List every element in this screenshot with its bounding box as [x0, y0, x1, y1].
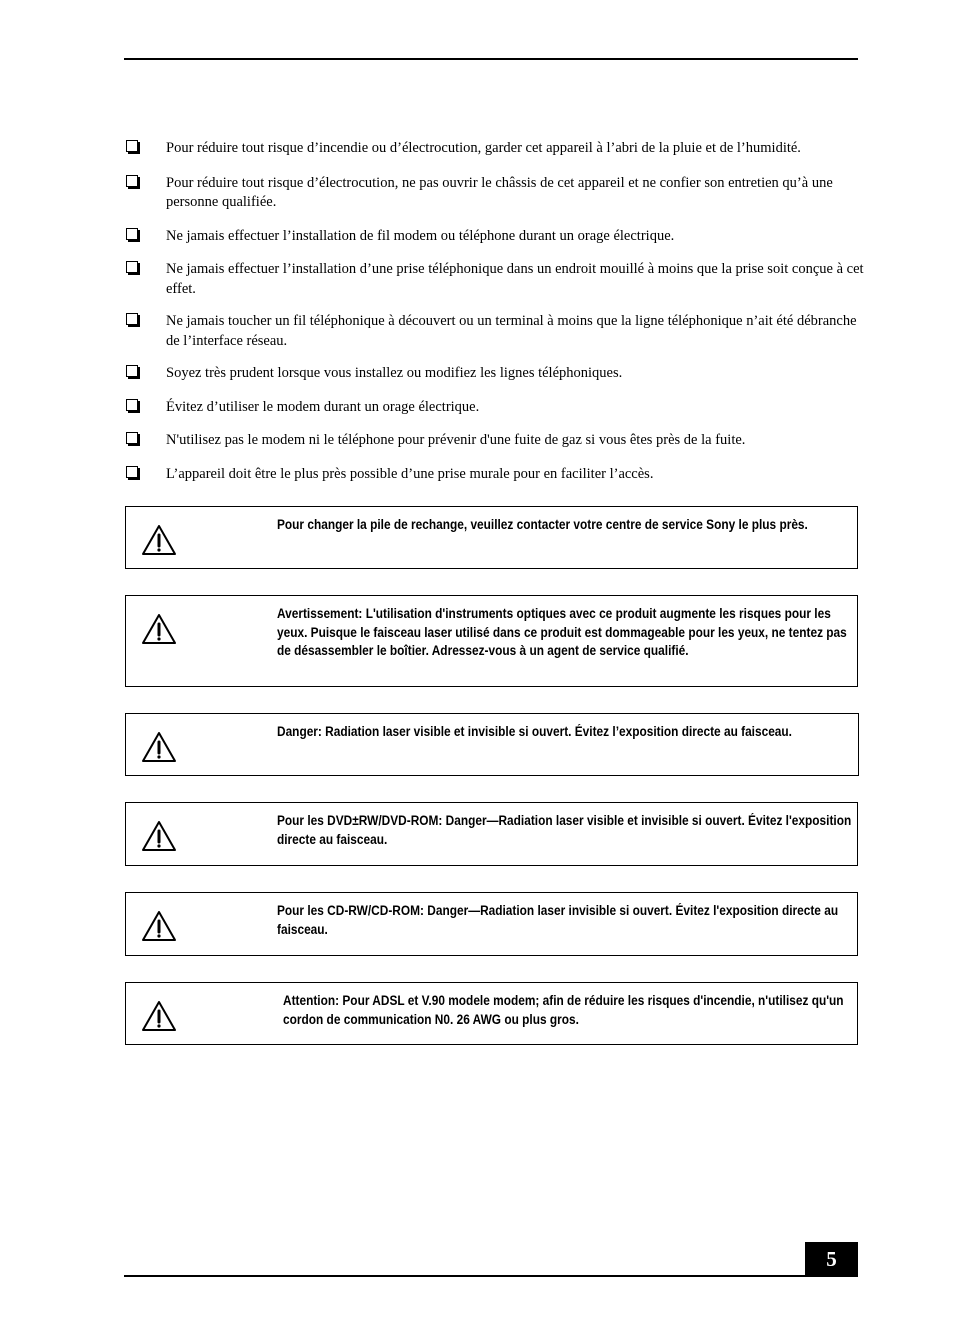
list-item — [124, 260, 864, 299]
warning-box — [125, 713, 859, 776]
list-item — [124, 431, 864, 451]
warning-triangle-icon — [141, 613, 177, 645]
checkbox-icon — [126, 140, 138, 152]
list-item — [124, 312, 864, 351]
checkbox-icon — [126, 228, 138, 240]
warning-triangle-icon — [141, 731, 177, 763]
checkbox-icon — [126, 261, 138, 273]
list-item — [124, 398, 864, 418]
checkbox-icon — [126, 313, 138, 325]
footer-rule — [124, 1275, 858, 1277]
checkbox-icon — [126, 365, 138, 377]
warning-box — [125, 506, 858, 569]
safety-bullet-list — [124, 139, 864, 484]
warning-box — [125, 595, 858, 687]
warning-text: Pour les DVD±RW/DVD-ROM: Danger—Radiation laser visible et invisible si ouvert. Évitez l'exposition directe au faisceau. — [277, 813, 852, 847]
list-item — [124, 465, 864, 485]
list-item-text: Ne jamais effectuer l’installation de fil modem ou téléphone durant un orage électrique. — [166, 227, 675, 244]
warning-triangle-icon — [141, 820, 177, 852]
warning-box — [125, 892, 858, 956]
list-item-text: N'utilisez pas le modem ni le téléphone pour prévenir d'une fuite de gaz si vous êtes près de la fuite. — [166, 432, 746, 448]
warning-text: Danger: Radiation laser visible et invisible si ouvert. Évitez l’exposition directe au faisceau. — [277, 724, 792, 739]
warning-triangle-icon — [141, 910, 177, 942]
checkbox-icon — [126, 175, 138, 187]
warning-text: Pour changer la pile de rechange, veuillez contacter votre centre de service Sony le plus près. — [277, 517, 808, 532]
warning-triangle-icon — [141, 1000, 177, 1032]
warning-box — [125, 802, 858, 866]
list-item-text: Pour réduire tout risque d’incendie ou d’électrocution, garder cet appareil à l’abri de la pluie et de l’humidité. — [166, 140, 801, 156]
warning-text: Pour les CD-RW/CD-ROM: Danger—Radiation laser invisible si ouvert. Évitez l'exposition directe au faisceau. — [277, 903, 839, 937]
warning-triangle-icon — [141, 524, 177, 556]
list-item — [124, 174, 864, 213]
list-item-text: Pour réduire tout risque d’électrocution, ne pas ouvrir le châssis de cet appareil et ne confier son entretien qu’à une personne qualifiée. — [166, 174, 833, 210]
warning-text: Avertissement: L'utilisation d'instruments optiques avec ce produit augmente les risques pour les yeux. Puisque le faisceau laser utilisé dans ce produit est dommageable pour les yeux, ne tentez pas de désassembler le boîtier. Adressez-vous à un agent de service qualifié. — [277, 606, 847, 658]
list-item — [124, 139, 864, 159]
list-item-text: L’appareil doit être le plus près possible d’une prise murale pour en faciliter l’accès. — [166, 465, 654, 482]
list-item-text: Ne jamais toucher un fil téléphonique à découvert ou un terminal à moins que la ligne téléphonique n’ait été débranche de l’interface réseau. — [166, 313, 857, 349]
list-item-text: Ne jamais effectuer l’installation d’une prise téléphonique dans un endroit mouillé à moins que la prise soit conçue à cet effet. — [166, 261, 864, 297]
list-item-text: Évitez d’utiliser le modem durant un orage électrique. — [166, 398, 480, 415]
page-number: 5 — [805, 1242, 858, 1277]
list-item — [124, 227, 864, 247]
header-rule — [124, 58, 858, 60]
checkbox-icon — [126, 466, 138, 478]
warning-text: Attention: Pour ADSL et V.90 modele modem; afin de réduire les risques d'incendie, n'utilisez qu'un cordon de communication N0. 26 AWG ou plus gros. — [283, 993, 844, 1027]
checkbox-icon — [126, 399, 138, 411]
list-item — [124, 364, 864, 384]
warning-box — [125, 982, 858, 1045]
checkbox-icon — [126, 432, 138, 444]
list-item-text: Soyez très prudent lorsque vous installez ou modifiez les lignes téléphoniques. — [166, 365, 623, 381]
